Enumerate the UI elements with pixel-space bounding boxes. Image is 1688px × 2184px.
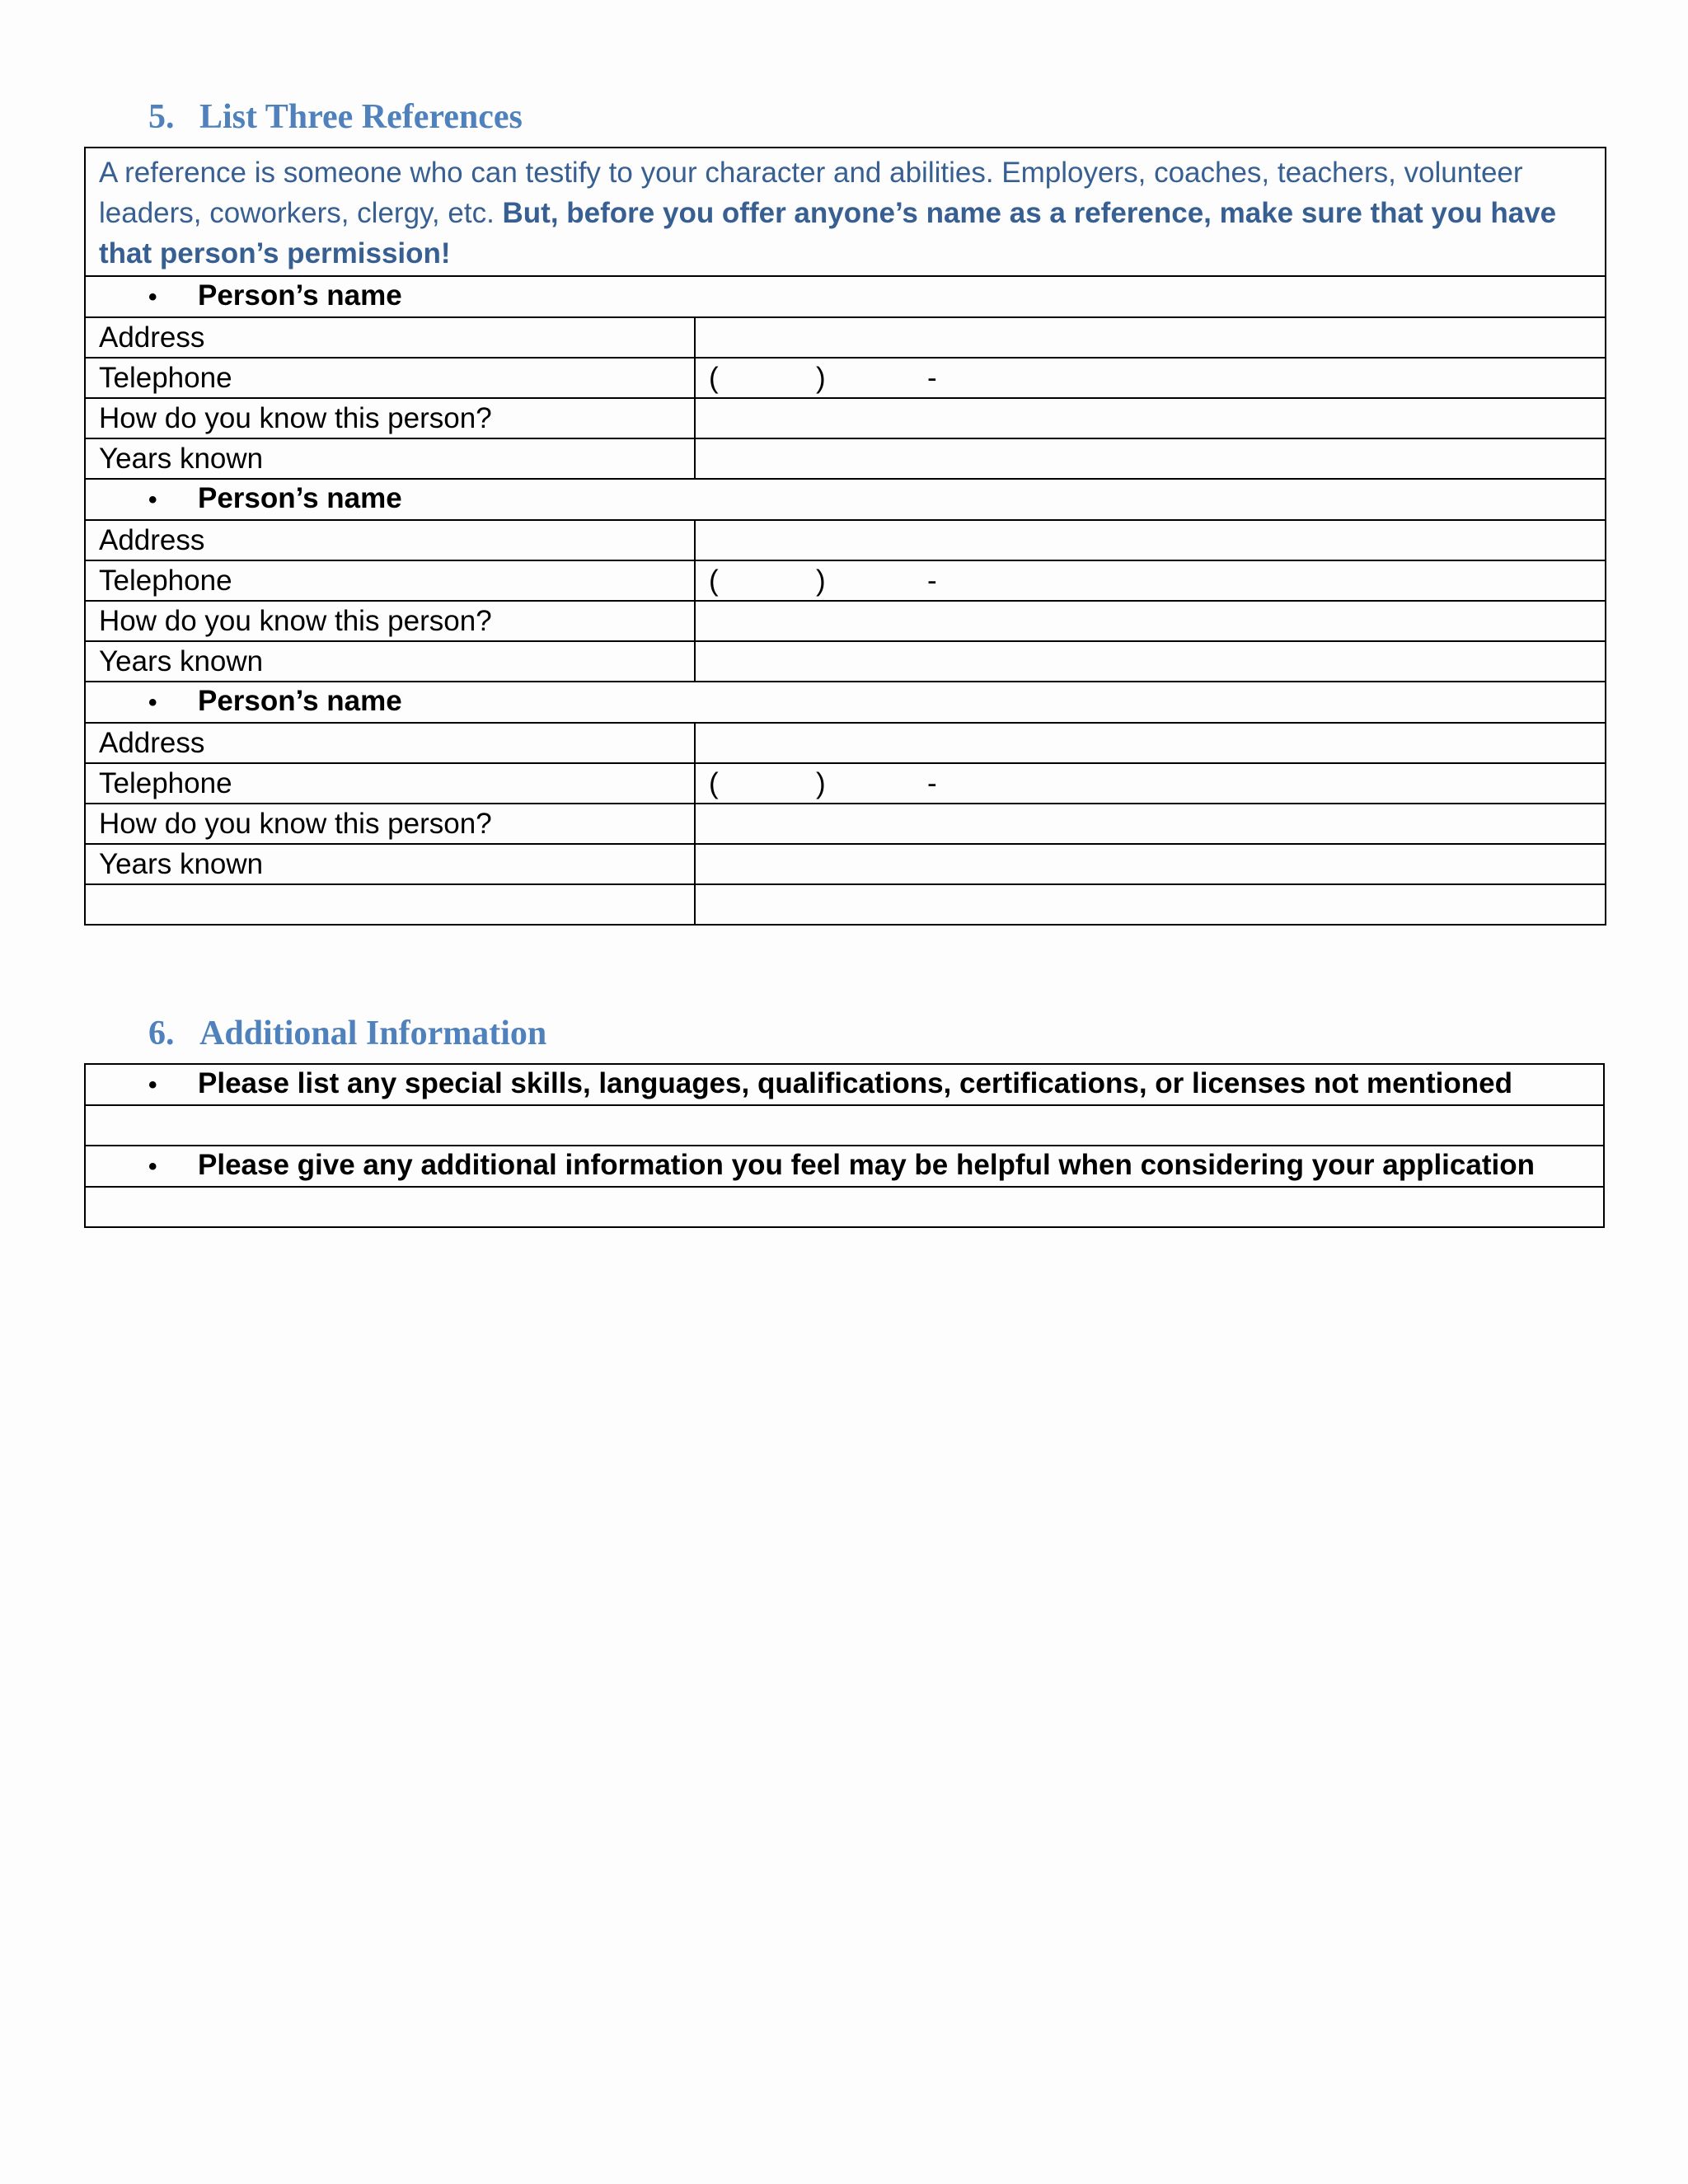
address-label: Address (85, 317, 695, 358)
blank-row (85, 884, 1606, 925)
reference-3-name-row (85, 682, 1606, 723)
phone-dash: - (927, 564, 937, 597)
additional-info-table (84, 1063, 1605, 1228)
person-name-field[interactable] (85, 479, 1606, 520)
phone-dash: - (927, 766, 937, 799)
phone-close-paren: ) (816, 564, 826, 597)
section-6-heading (148, 1014, 546, 1053)
years-known-label: Years known (85, 641, 695, 682)
address-input[interactable] (695, 723, 1606, 763)
years-known-input[interactable] (695, 844, 1606, 884)
person-name-label: Person’s name (198, 685, 402, 717)
phone-open-paren: ( (709, 766, 719, 799)
intro-emphasis: But, before you offer anyone’s name as a reference, make sure that you have that person’s permission! (99, 197, 1557, 269)
reference-2-telephone-row (85, 560, 1606, 601)
reference-3-how-known-row (85, 804, 1606, 844)
years-known-label: Years known (85, 844, 695, 884)
person-name-field[interactable] (85, 682, 1606, 723)
intro-row (85, 148, 1606, 276)
telephone-input[interactable] (695, 358, 1606, 398)
section-title: List Three References (199, 98, 523, 136)
telephone-input[interactable] (695, 763, 1606, 804)
section-5-heading (148, 97, 523, 137)
bullet-icon: • (148, 486, 157, 513)
intro-text: A reference is someone who can testify to your character and abilities. Employers, coaches, teachers, volunteer leaders, coworkers, clergy, etc. (99, 157, 1523, 229)
blank-input-cell[interactable] (695, 884, 1606, 925)
reference-1-years-row (85, 438, 1606, 479)
skills-prompt (85, 1064, 1604, 1105)
address-label: Address (85, 520, 695, 560)
phone-dash: - (927, 361, 937, 394)
bullet-icon: • (148, 284, 157, 311)
phone-close-paren: ) (816, 766, 826, 799)
reference-1-how-known-row (85, 398, 1606, 438)
how-known-label: How do you know this person? (85, 804, 695, 844)
phone-open-paren: ( (709, 361, 719, 394)
telephone-input[interactable] (695, 560, 1606, 601)
reference-2-name-row (85, 479, 1606, 520)
address-input[interactable] (695, 317, 1606, 358)
years-known-label: Years known (85, 438, 695, 479)
skills-input[interactable] (85, 1105, 1604, 1146)
additional-info-prompt (85, 1146, 1604, 1187)
how-known-input[interactable] (695, 804, 1606, 844)
how-known-input[interactable] (695, 601, 1606, 641)
how-known-input[interactable] (695, 398, 1606, 438)
years-known-input[interactable] (695, 438, 1606, 479)
blank-label-cell (85, 884, 695, 925)
reference-3-years-row (85, 844, 1606, 884)
telephone-label: Telephone (85, 560, 695, 601)
reference-2-address-row (85, 520, 1606, 560)
bullet-icon: • (148, 1071, 157, 1099)
person-name-label: Person’s name (198, 482, 402, 514)
reference-2-how-known-row (85, 601, 1606, 641)
reference-1-name-row (85, 276, 1606, 317)
additional-info-prompt-text: Please give any additional information you feel may be helpful when considering your application (198, 1149, 1535, 1181)
person-name-field[interactable] (85, 276, 1606, 317)
how-known-label: How do you know this person? (85, 398, 695, 438)
references-intro (85, 148, 1606, 276)
phone-close-paren: ) (816, 361, 826, 394)
phone-open-paren: ( (709, 564, 719, 597)
person-name-label: Person’s name (198, 279, 402, 312)
reference-1-address-row (85, 317, 1606, 358)
bullet-icon: • (148, 1153, 157, 1180)
years-known-input[interactable] (695, 641, 1606, 682)
reference-3-address-row (85, 723, 1606, 763)
reference-2-years-row (85, 641, 1606, 682)
skills-prompt-text: Please list any special skills, languages, qualifications, certifications, or licenses not mentioned (198, 1067, 1512, 1099)
additional-answer-row (85, 1187, 1604, 1227)
skills-answer-row (85, 1105, 1604, 1146)
reference-3-telephone-row (85, 763, 1606, 804)
additional-prompt-row (85, 1146, 1604, 1187)
address-label: Address (85, 723, 695, 763)
section-title: Additional Information (199, 1015, 547, 1052)
how-known-label: How do you know this person? (85, 601, 695, 641)
telephone-label: Telephone (85, 358, 695, 398)
bullet-icon: • (148, 689, 157, 716)
address-input[interactable] (695, 520, 1606, 560)
additional-info-input[interactable] (85, 1187, 1604, 1227)
skills-prompt-row (85, 1064, 1604, 1105)
telephone-label: Telephone (85, 763, 695, 804)
reference-1-telephone-row (85, 358, 1606, 398)
section-number: 6. (148, 1015, 175, 1052)
section-number: 5. (148, 98, 175, 136)
references-table (84, 147, 1606, 926)
